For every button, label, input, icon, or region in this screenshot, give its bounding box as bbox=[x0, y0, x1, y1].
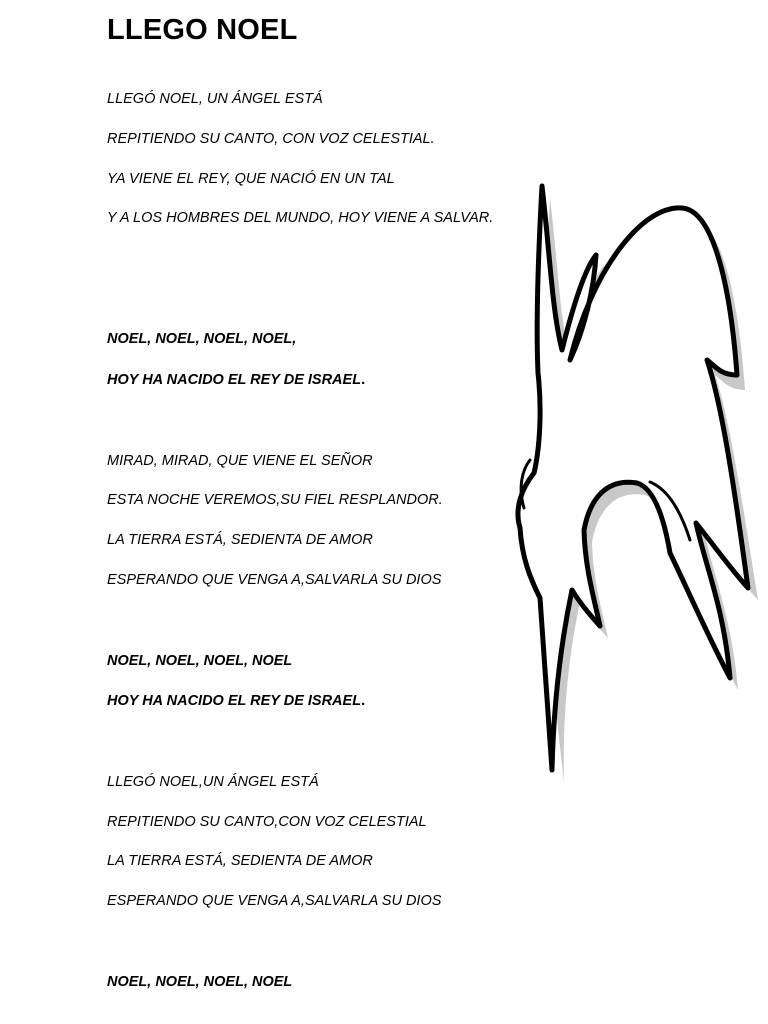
lyric-line: ESPERANDO QUE VENGA A,SALVARLA SU DIOS bbox=[107, 572, 442, 588]
chorus-line-text: HOY HA NACIDO EL REY DE ISRAEL bbox=[107, 693, 362, 709]
lyric-line: ESTA NOCHE VEREMOS,SU FIEL RESPLANDOR. bbox=[107, 492, 443, 508]
shooting-star-icon bbox=[500, 170, 760, 800]
page-title: LLEGO NOEL bbox=[107, 14, 298, 46]
chorus-line-period: . bbox=[361, 372, 366, 388]
lyric-line: LA TIERRA ESTÁ, SEDIENTA DE AMOR bbox=[107, 853, 373, 869]
chorus-line bbox=[107, 692, 365, 710]
lyric-line: REPITIENDO SU CANTO,CON VOZ CELESTIAL bbox=[107, 814, 427, 830]
chorus-line-text: HOY HA NACIDO EL REY DE ISRAEL bbox=[107, 372, 362, 388]
chorus-line: NOEL, NOEL, NOEL, NOEL bbox=[107, 974, 293, 990]
lyric-line: LA TIERRA ESTÁ, SEDIENTA DE AMOR bbox=[107, 532, 373, 548]
lyric-line: LLEGÓ NOEL, UN ÁNGEL ESTÁ bbox=[107, 91, 323, 107]
lyric-line: MIRAD, MIRAD, QUE VIENE EL SEÑOR bbox=[107, 453, 373, 469]
lyric-line: LLEGÓ NOEL,UN ÁNGEL ESTÁ bbox=[107, 774, 319, 790]
lyric-line: ESPERANDO QUE VENGA A,SALVARLA SU DIOS bbox=[107, 893, 442, 909]
lyric-line: YA VIENE EL REY, QUE NACIÓ EN UN TAL bbox=[107, 171, 395, 187]
lyric-line: REPITIENDO SU CANTO, CON VOZ CELESTIAL. bbox=[107, 131, 435, 147]
lyric-line: Y A LOS HOMBRES DEL MUNDO, HOY VIENE A SALVAR. bbox=[107, 210, 494, 226]
chorus-line: NOEL, NOEL, NOEL, NOEL, bbox=[107, 331, 297, 347]
star-body bbox=[518, 186, 748, 770]
chorus-line-period: . bbox=[361, 693, 366, 709]
chorus-line bbox=[107, 371, 365, 389]
chorus-line: NOEL, NOEL, NOEL, NOEL bbox=[107, 653, 293, 669]
